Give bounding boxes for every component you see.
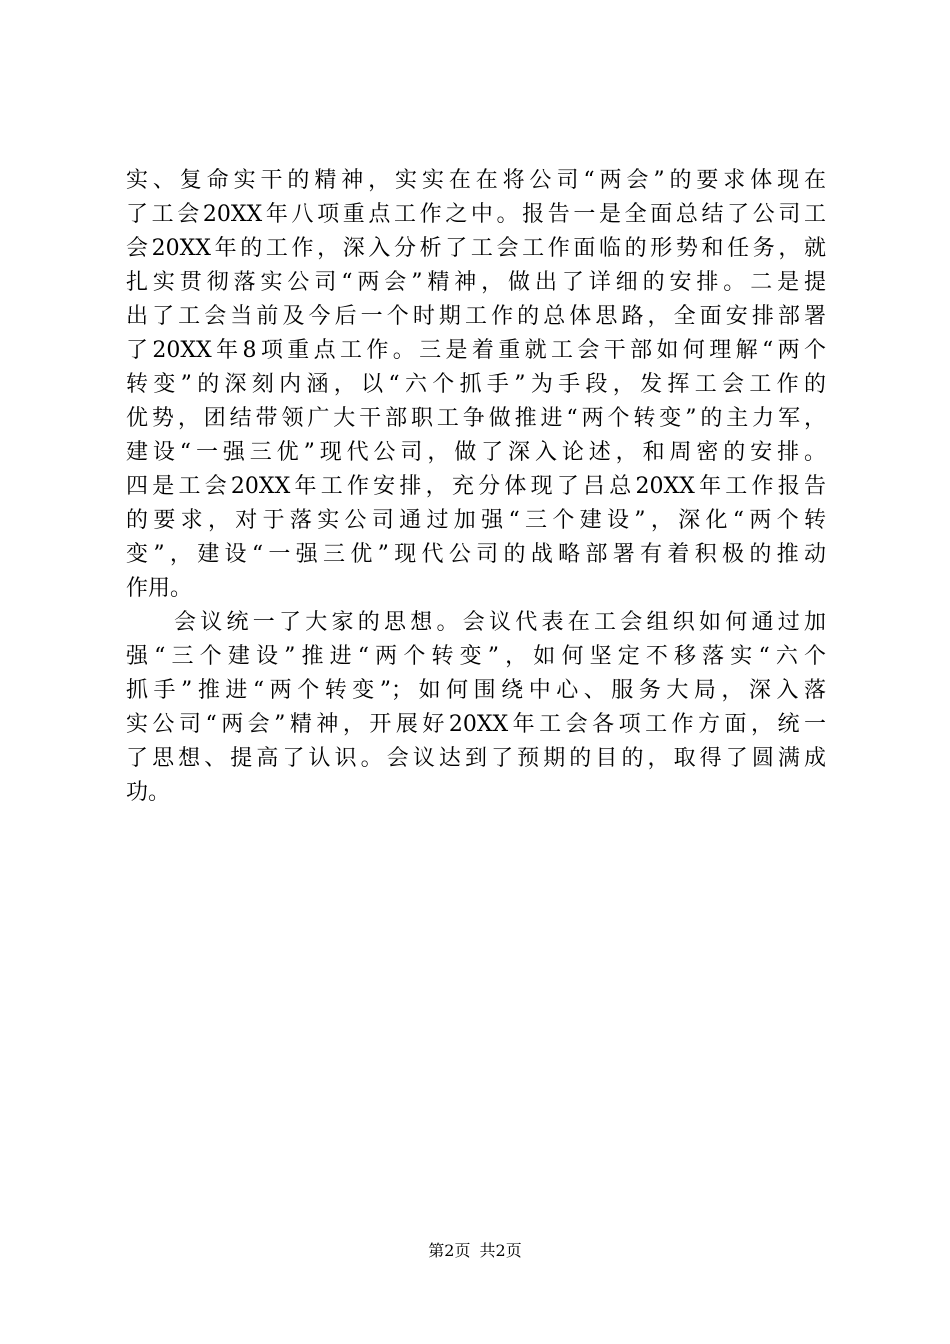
text-line: 了工会20XX年八项重点工作之中。报告一是全面总结了公司工: [126, 202, 826, 227]
text-line: 扎实贯彻落实公司“两会”精神，做出了详细的安排。二是提: [126, 270, 826, 295]
text-line: 作用。: [126, 576, 193, 601]
text-line: 了思想、提高了认识。会议达到了预期的目的，取得了圆满成: [126, 746, 826, 771]
text-line: 转变”的深刻内涵，以“六个抓手”为手段，发挥工会工作的: [126, 372, 826, 397]
text-line: 变”，建设“一强三优”现代公司的战略部署有着积极的推动: [126, 542, 826, 567]
text-line: 实公司“两会”精神，开展好20XX年工会各项工作方面，统一: [126, 712, 826, 737]
text-line: 四是工会20XX年工作安排，充分体现了吕总20XX年工作报告: [126, 474, 826, 499]
body-text: [126, 164, 826, 810]
text-line: 强“三个建设”推进“两个转变”，如何坚定不移落实“六个: [126, 644, 826, 669]
text-line: 会20XX年的工作，深入分析了工会工作面临的形势和任务，就: [126, 236, 826, 261]
text-line: 会议统一了大家的思想。会议代表在工会组织如何通过加: [174, 610, 826, 635]
page-footer: 第2页 共2页: [428, 1241, 522, 1260]
text-line: 了20XX年8项重点工作。三是着重就工会干部如何理解“两个: [126, 338, 826, 363]
text-line: 建设“一强三优”现代公司，做了深入论述，和周密的安排。: [126, 440, 826, 465]
text-line: 的要求，对于落实公司通过加强“三个建设”，深化“两个转: [126, 508, 826, 533]
text-line: 出了工会当前及今后一个时期工作的总体思路，全面安排部署: [126, 304, 826, 329]
text-line: 抓手”推进“两个转变”；如何围绕中心、服务大局，深入落: [126, 678, 826, 703]
text-line: 功。: [126, 780, 171, 805]
text-line: 优势，团结带领广大干部职工争做推进“两个转变”的主力军，: [126, 406, 826, 431]
text-line: 实、复命实干的精神，实实在在将公司“两会”的要求体现在: [126, 168, 826, 193]
